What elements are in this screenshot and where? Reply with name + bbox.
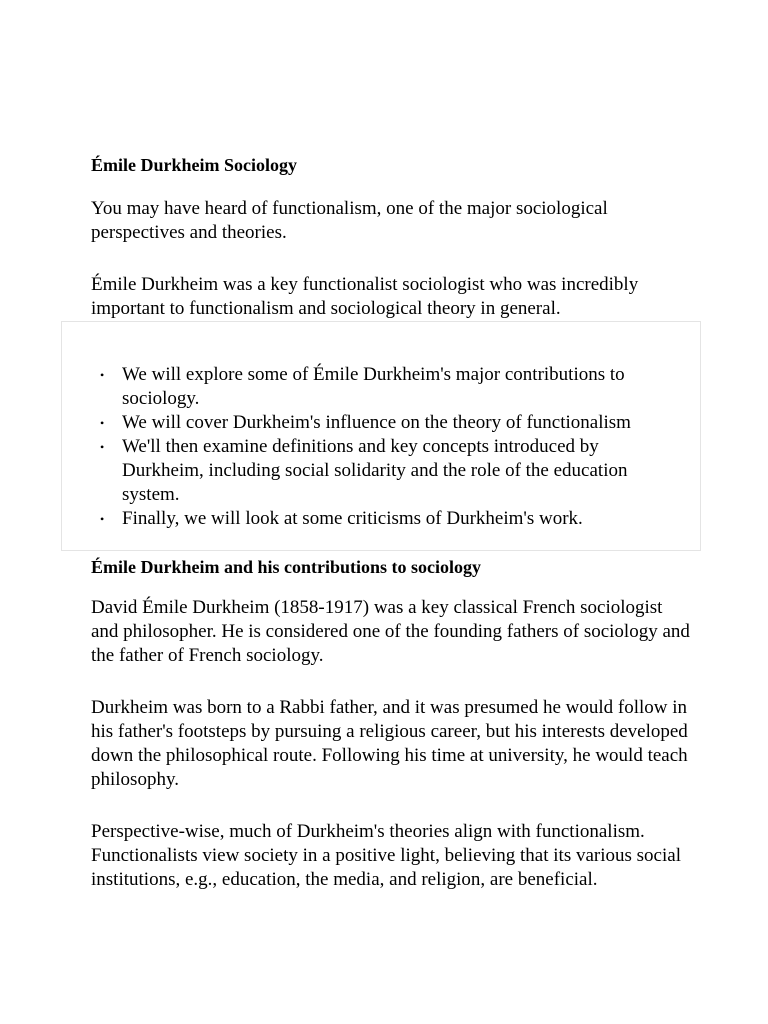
list-item-text: Finally, we will look at some criticisms of Durkheim's work. <box>122 508 583 529</box>
list-item <box>100 411 682 435</box>
summary-box <box>61 321 701 551</box>
intro-paragraph: You may have heard of functionalism, one of the major sociological perspectives and theories. <box>91 198 608 243</box>
list-item <box>100 363 682 411</box>
body-paragraph: Durkheim was born to a Rabbi father, and it was presumed he would follow in his father's footsteps by pursuing a religious career, but his interests developed down the philosophical route. Following his time at university, he would teach philosophy. <box>91 697 688 790</box>
list-item <box>100 435 682 507</box>
bullet-icon: • <box>100 512 105 526</box>
list-item-text: We will explore some of Émile Durkheim's major contributions to sociology. <box>122 364 625 409</box>
bullet-icon: • <box>100 416 105 430</box>
document-title: Émile Durkheim Sociology <box>91 155 297 175</box>
intro-paragraph: Émile Durkheim was a key functionalist sociologist who was incredibly important to functionalism and sociological theory in general. <box>91 274 639 319</box>
body-paragraph: Perspective-wise, much of Durkheim's theories align with functionalism. Functionalists view society in a positive light, believing that its various social institutions, e.g., education, the media, and religion, are beneficial. <box>91 821 681 890</box>
body-paragraph: David Émile Durkheim (1858-1917) was a key classical French sociologist and philosopher. He is considered one of the founding fathers of sociology and the father of French sociology. <box>91 597 690 666</box>
bullet-icon: • <box>100 368 105 382</box>
list-item-text: We will cover Durkheim's influence on the theory of functionalism <box>122 412 631 433</box>
list-item-text: We'll then examine definitions and key concepts introduced by Durkheim, including social solidarity and the role of the education system. <box>122 436 628 505</box>
bullet-icon: • <box>100 440 105 454</box>
section-heading: Émile Durkheim and his contributions to sociology <box>91 557 482 577</box>
summary-list <box>100 363 682 531</box>
list-item <box>100 507 682 531</box>
